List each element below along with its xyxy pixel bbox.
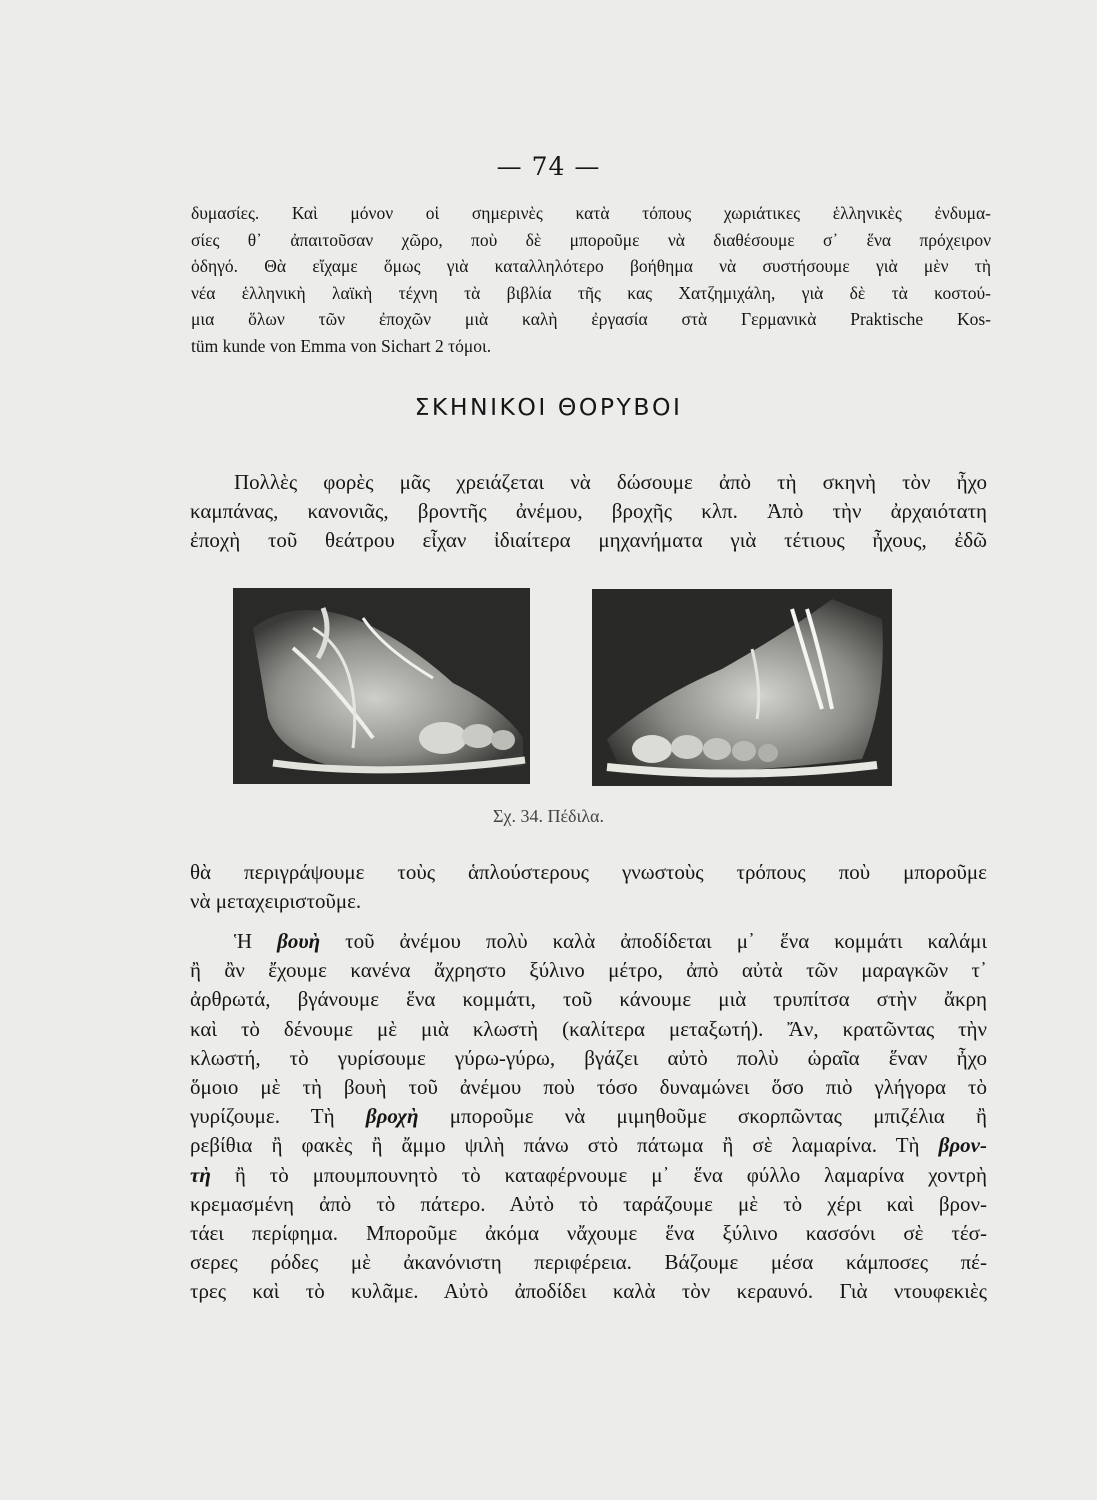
text-line: δυμασίες. Καὶ μόνον οἱ σημερινὲς κατὰ τόπους χωριάτικες ἑλληνικὲς ἐνδυμα- (191, 203, 991, 223)
text-line: ὅμοιο μὲ τὴ βουὴ τοῦ ἀνέμου ποὺ τόσο δυναμώνει ὅσο πιὸ γλήγορα τὸ (190, 1075, 987, 1100)
text-line: κλωστή, τὸ γυρίσουμε γύρω-γύρω, βγάζει αὐτὸ πολὺ ὡραῖα ἕναν ἦχο (190, 1045, 987, 1070)
sandal-photo-right (592, 589, 892, 786)
text-line: σίες θ᾿ ἀπαιτοῦσαν χῶρο, ποὺ δὲ μποροῦμε νὰ διαθέσουμε σ᾿ ἕνα πρόχειρον (191, 229, 991, 250)
text-line: καμπάνας, κανονιᾶς, βροντῆς ἀνέμου, βροχῆς κλπ. Ἀπὸ τὴν ἀρχαιότατη (190, 499, 987, 524)
text-run: μποροῦμε νὰ μιμηθοῦμε σκορπῶντας μπιζέλια ἢ (418, 1104, 987, 1129)
text-line: ὁδηγό. Θὰ εἴχαμε ὅμως γιὰ καταλληλότερο βοήθημα νὰ συστήσουμε γιὰ μὲν τὴ (191, 256, 991, 276)
text-line: τάει περίφημα. Μποροῦμε ἀκόμα νἄχουμε ἕνα ξύλινο κασσόνι σὲ τέσ- (190, 1221, 987, 1246)
emphasis-term: τὴ (190, 1162, 211, 1187)
text-line: καὶ τὸ δένουμε μὲ μιὰ κλωστὴ (καλίτερα μεταξωτή). Ἄν, κρατῶντας τὴν (190, 1016, 987, 1041)
text-line (190, 1131, 987, 1160)
intro-paragraph (191, 200, 991, 359)
text-line: tüm kunde von Emma von Sichart 2 τόμοι. (191, 335, 492, 356)
text-line: τρες καὶ τὸ κυλᾶμε. Αὐτὸ ἀποδίδει καλὰ τὸν κεραυνό. Γιὰ ντουφεκιὲς (190, 1279, 987, 1304)
text-run: τοῦ ἀνέμου πολὺ καλὰ ἀποδίδεται μ᾿ ἕνα κομμάτι καλάμι (320, 929, 988, 953)
text-line: Πολλὲς φορὲς μᾶς χρειάζεται νὰ δώσουμε ἀπὸ τὴ σκηνὴ τὸν ἦχο (234, 470, 987, 494)
emphasis-term: βουὴ (277, 929, 321, 953)
text-line: μια ὅλων τῶν ἐποχῶν μιὰ καλὴ ἐργασία στὰ Γερμανικὰ Praktische Kos- (191, 309, 991, 329)
section-heading: ΣΚΗΝΙΚΟΙ ΘΟΡΥΒΟΙ (414, 393, 683, 421)
text-run: ἢ τὸ μπουμπουνητὸ τὸ καταφέρνουμε μ᾿ ἕνα φύλλο λαμαρίνα χοντρὴ (210, 1162, 987, 1187)
body-paragraph (190, 927, 987, 1307)
after-figure-paragraph (190, 858, 987, 916)
sandal-photo-left (233, 588, 530, 784)
text-run: Ἡ (234, 929, 278, 953)
text-run: γυρίζουμε. Τὴ (190, 1104, 366, 1129)
text-line (190, 927, 987, 956)
text-line (190, 1102, 987, 1131)
text-line: ἢ ἂν ἔχουμε κανένα ἄχρηστο ξύλινο μέτρο, ἀπὸ αὐτὰ τῶν μαραγκῶν τ᾿ (190, 958, 987, 983)
text-line: νὰ μεταχειριστοῦμε. (190, 889, 362, 914)
emphasis-term: βρον- (938, 1133, 987, 1158)
text-line: νέα ἑλληνικὴ λαϊκὴ τέχνη τὰ βιβλία τῆς κας Χατζημιχάλη, γιὰ δὲ τὰ κοστού- (191, 282, 991, 303)
section-intro-paragraph (190, 468, 987, 556)
text-line: κρεμασμένη ἀπὸ τὸ πάτερο. Αὐτὸ τὸ ταράζουμε μὲ τὸ χέρι καὶ βρον- (190, 1191, 987, 1216)
text-run: ρεβίθια ἢ φακὲς ἢ ἄμμο ψιλὴ πάνω στὸ πάτωμα ἢ σὲ λαμαρίνα. Τὴ (190, 1133, 939, 1158)
figure-caption: Σχ. 34. Πέδιλα. (492, 806, 604, 826)
text-line: ἀρθρωτά, βγάνουμε ἕνα κομμάτι, τοῦ κάνουμε μιὰ τρυπίτσα στὴν ἄκρη (190, 987, 987, 1012)
emphasis-term: βροχὴ (365, 1104, 419, 1129)
text-line: σερες ρόδες μὲ ἀκανόνιστη περιφέρεια. Βάζουμε μέσα κάμποσες πέ- (190, 1250, 987, 1275)
text-line: θὰ περιγράψουμε τοὺς ἁπλούστερους γνωστοὺς τρόπους ποὺ μποροῦμε (190, 860, 987, 884)
text-line: ἐποχὴ τοῦ θεάτρου εἶχαν ἰδιαίτερα μηχανήματα γιὰ τέτιους ἦχους, ἐδῶ (190, 528, 987, 553)
text-line (190, 1161, 987, 1190)
page-number: — 74 — (496, 152, 601, 181)
